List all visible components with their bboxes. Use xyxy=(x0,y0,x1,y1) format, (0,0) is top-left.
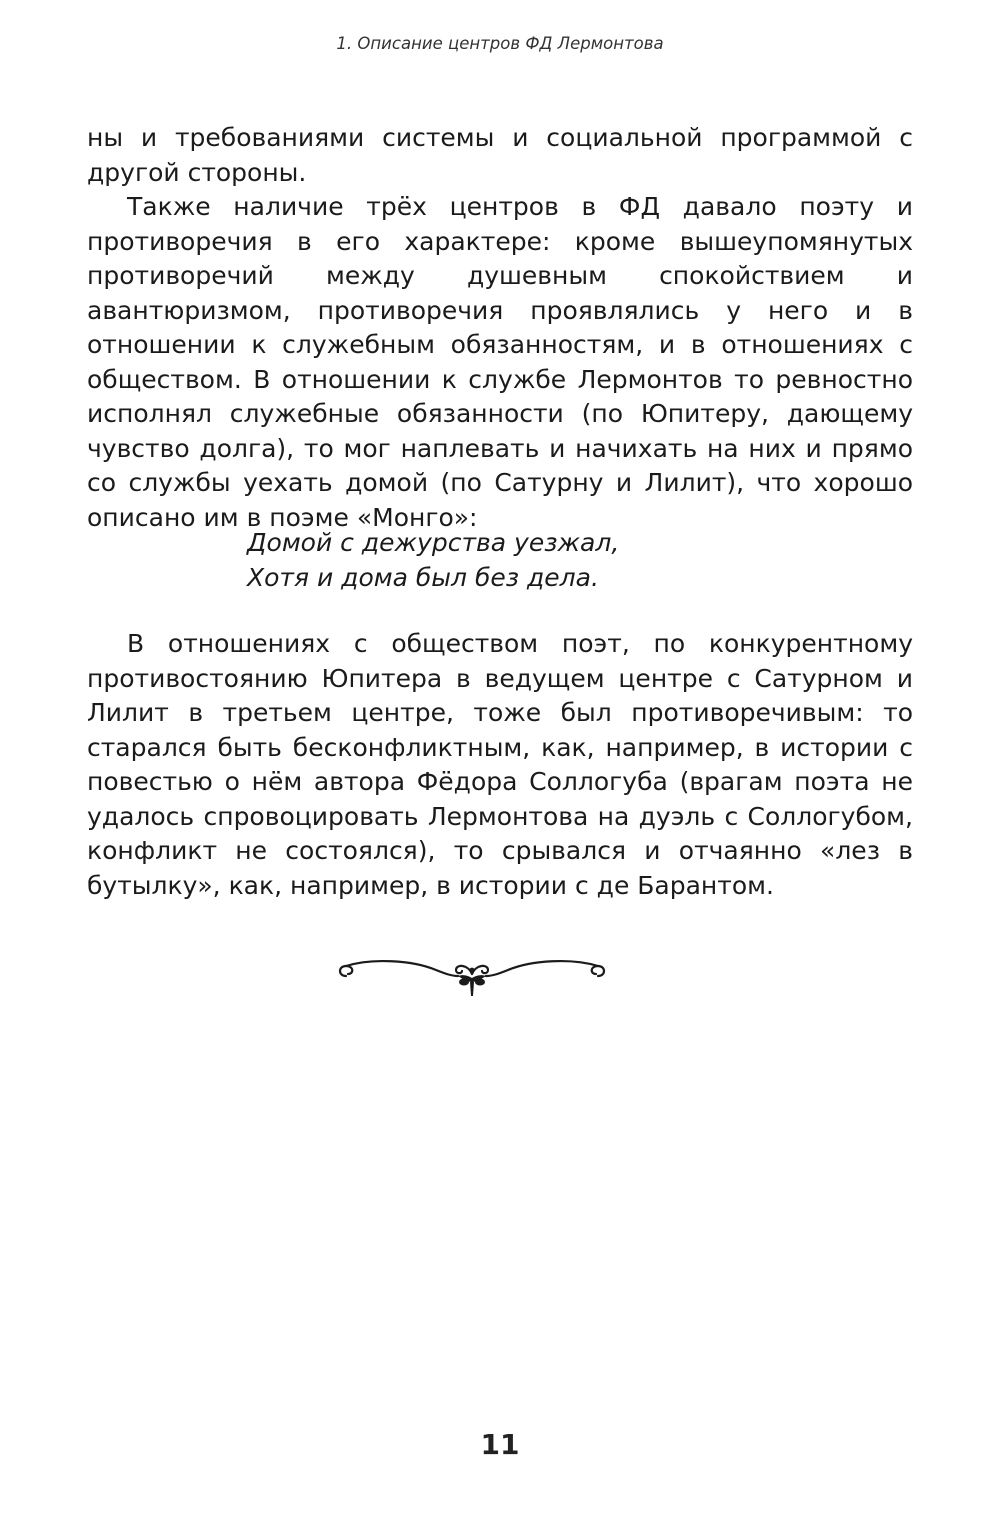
paragraph-continuation: ны и требованиями системы и социальной программой с другой стороны. xyxy=(87,123,913,187)
main-text-upper xyxy=(87,121,913,535)
poem-quote xyxy=(247,526,619,595)
flourish-divider-icon xyxy=(332,954,612,1004)
poem-line-2: Хотя и дома был без дела. xyxy=(247,562,599,592)
running-header: 1. Описание центров ФД Лермонтова xyxy=(336,34,664,53)
paragraph-characters: Также наличие трёх центров в ФД давало поэту и противоречия в его характере: кроме вышеупомянутых противоречий между душевным спокойствием и авантюризмом, противоречия проявлялись у него и в отношении к служебным обязанностям, и в отношениях с обществом. В отношении к службе Лермонтов то ревностно исполнял служебные обязанности (по Юпитеру, дающему чувство долга), то мог наплевать и начихать на них и прямо со службы уехать домой (по Сатурну и Лилит), что хорошо описано им в поэме «Монго»: xyxy=(87,192,913,532)
main-text-lower xyxy=(87,627,913,903)
poem-line-1: Домой с дежурства уезжал, xyxy=(247,528,620,557)
page-number: 11 xyxy=(480,1428,520,1461)
paragraph-society: В отношениях с обществом поэт, по конкурентному противостоянию Юпитера в ведущем центре с Сатурном и Лилит в третьем центре, тоже был противоречивым: то старался быть бесконфликтным, как, например, в истории с повестью о нём автора Фёдора Соллогуба (врагам поэта не удалось спровоцировать Лермонтова на дуэль с Соллогубом, конфликт не состоялся), то срывался и отчаянно «лез в бутылку», как, например, в истории с де Барантом. xyxy=(87,629,913,900)
